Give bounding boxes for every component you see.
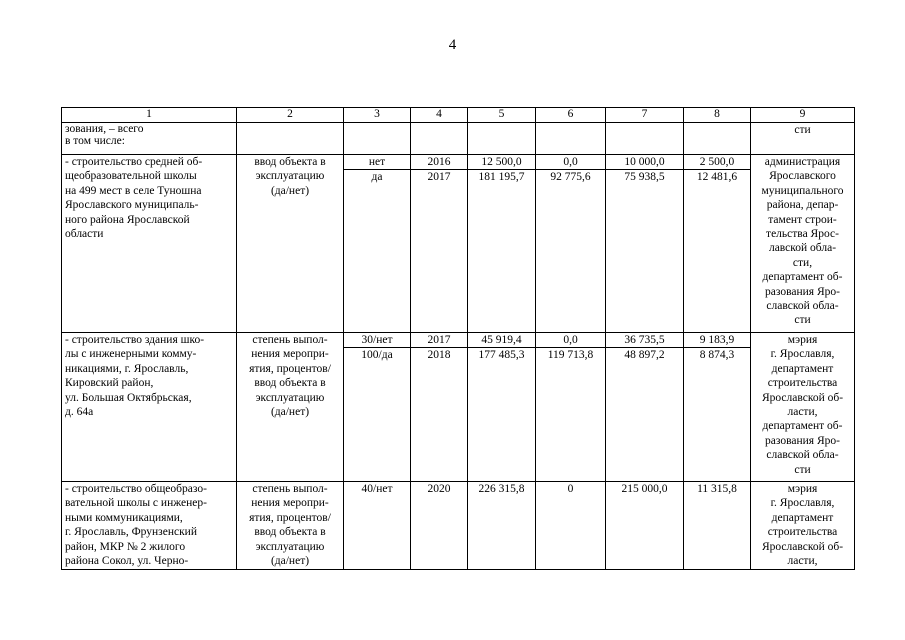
value-cell (344, 155, 411, 333)
cell-line: на 499 мест в селе Туношна (65, 184, 202, 197)
amount-cell (684, 155, 751, 333)
header-cell: 3 (344, 108, 411, 123)
value-cell (344, 333, 411, 482)
header-cell: 5 (468, 108, 536, 123)
description-cell (62, 333, 237, 482)
cell-subvalue: 12 481,6 (684, 169, 750, 184)
value-cell (344, 123, 411, 155)
cell-line: департамент об- (762, 271, 843, 284)
executor-cell (751, 482, 855, 570)
indicator-cell (237, 333, 344, 482)
amount-cell (606, 482, 684, 570)
indicator-cell (237, 482, 344, 570)
cell-line: степень выпол- (252, 334, 328, 346)
cell-line: 226 315,8 (478, 483, 525, 495)
cell-line: никациями, г. Ярославль, (65, 362, 189, 375)
cell-subvalue: да (344, 169, 410, 184)
cell-subvalue: 75 938,5 (606, 169, 683, 184)
cell-subvalue: 119 713,8 (536, 347, 605, 362)
cell-line: муниципального (761, 184, 844, 197)
cell-line: нения меропри- (251, 497, 329, 510)
header-cell: 9 (751, 108, 855, 123)
cell-subvalue: 9 183,9 (699, 334, 735, 346)
cell-line: 11 315,8 (697, 483, 737, 495)
year-cell (411, 123, 468, 155)
cell-line: 40/нет (361, 483, 393, 495)
page-number: 4 (448, 37, 457, 53)
cell-line: славской обла- (766, 300, 839, 313)
cell-line: департамент (771, 362, 834, 375)
cell-line: ятия, процентов/ (249, 362, 331, 375)
cell-line: д. 64а (65, 406, 94, 419)
cell-line: разования Яро- (765, 285, 840, 298)
cell-line: район, МКР № 2 жилого (65, 540, 186, 553)
program-table (61, 107, 855, 570)
year-cell (411, 482, 468, 570)
cell-line: сти, (792, 256, 813, 269)
amount-cell (606, 333, 684, 482)
cell-subvalue: 2 500,0 (699, 156, 735, 168)
cell-subvalue: 92 775,6 (536, 169, 605, 184)
amount-cell (536, 123, 606, 155)
cell-line: департамент (771, 511, 834, 524)
cell-line: разования Яро- (765, 434, 840, 447)
cell-line: ными коммуникациями, (65, 511, 183, 524)
cell-line: строительства (767, 377, 838, 390)
cell-line: вательной школы с инженер- (65, 497, 207, 510)
cell-subvalue: 8 874,3 (684, 347, 750, 362)
executor-cell (751, 333, 855, 482)
cell-line: сти (794, 124, 811, 136)
cell-subvalue: 181 195,7 (468, 169, 535, 184)
cell-line: (да/нет) (270, 184, 310, 197)
cell-line: зования, – всего (65, 123, 144, 135)
header-cell: 1 (62, 108, 237, 123)
amount-cell (536, 155, 606, 333)
cell-line: славской обла- (766, 449, 839, 462)
cell-line: - строительство общеобразо- (65, 483, 207, 495)
table-row (62, 333, 855, 482)
cell-subvalue: 2016 (427, 156, 451, 168)
indicator-cell (237, 155, 344, 333)
cell-line: Ярославского муниципаль- (65, 199, 199, 212)
cell-subvalue: 2017 (427, 334, 451, 346)
cell-line: г. Ярославля, (770, 497, 835, 510)
cell-line: ввод объекта в (254, 526, 326, 539)
cell-line: лавской обла- (768, 242, 837, 255)
amount-cell (684, 333, 751, 482)
cell-line: района Сокол, ул. Черно- (65, 555, 189, 568)
description-cell (62, 155, 237, 333)
cell-subvalue: 45 919,4 (481, 334, 522, 346)
cell-line: мэрия (787, 334, 818, 346)
cell-line: эксплуатацию (255, 540, 325, 553)
indicator-cell (237, 123, 344, 155)
cell-subvalue: 2017 (411, 169, 467, 184)
cell-line: нения меропри- (251, 348, 329, 361)
cell-line: мэрия (787, 483, 818, 495)
amount-cell (536, 482, 606, 570)
cell-line: г. Ярославль, Фрунзенский (65, 526, 197, 539)
cell-line: в том числе: (65, 135, 125, 147)
cell-subvalue: 0,0 (563, 156, 578, 168)
amount-cell (606, 155, 684, 333)
description-cell (62, 482, 237, 570)
cell-line: (да/нет) (270, 555, 310, 568)
cell-line: строительства (767, 526, 838, 539)
header-cell: 6 (536, 108, 606, 123)
table-row (62, 123, 855, 155)
cell-line: - строительство средней об- (65, 156, 203, 168)
cell-line: области (65, 228, 104, 241)
value-cell (344, 482, 411, 570)
amount-cell (606, 123, 684, 155)
cell-line: сти (794, 314, 811, 327)
amount-cell (684, 482, 751, 570)
year-cell (411, 333, 468, 482)
cell-subvalue: 10 000,0 (624, 156, 665, 168)
amount-cell (468, 155, 536, 333)
cell-line: Ярославской об- (761, 391, 844, 404)
cell-line: Ярославского (769, 170, 836, 183)
cell-line: щеобразовательной школы (65, 170, 197, 183)
cell-line: ного района Ярославской (65, 213, 190, 226)
year-cell (411, 155, 468, 333)
header-cell: 7 (606, 108, 684, 123)
amount-cell (468, 123, 536, 155)
cell-line: ятия, процентов/ (249, 511, 331, 524)
amount-cell (536, 333, 606, 482)
cell-subvalue: 30/нет (361, 334, 393, 346)
cell-line: степень выпол- (252, 483, 328, 495)
cell-line: 0 (567, 483, 574, 495)
header-cell: 2 (237, 108, 344, 123)
cell-line: Ярославской об- (761, 540, 844, 553)
cell-line: эксплуатацию (255, 170, 325, 183)
cell-line: ласти, (787, 555, 818, 568)
cell-line: лы с инженерными комму- (65, 348, 197, 361)
cell-line: ввод объекта в (254, 156, 326, 168)
cell-line: сти (794, 463, 811, 476)
cell-line: тамент строи- (768, 213, 837, 226)
description-cell (62, 123, 237, 155)
cell-subvalue: 0,0 (563, 334, 578, 346)
cell-subvalue: 100/да (344, 347, 410, 362)
cell-line: (да/нет) (270, 406, 310, 419)
cell-line: - строительство здания шко- (65, 334, 205, 346)
amount-cell (684, 123, 751, 155)
cell-subvalue: 177 485,3 (468, 347, 535, 362)
table-row (62, 155, 855, 333)
amount-cell (468, 333, 536, 482)
header-cell: 4 (411, 108, 468, 123)
cell-line: района, депар- (766, 199, 839, 212)
cell-subvalue: 36 735,5 (624, 334, 665, 346)
cell-line: администрация (764, 156, 841, 168)
header-row (62, 108, 855, 123)
cell-line: 215 000,0 (621, 483, 668, 495)
table-row (62, 482, 855, 570)
cell-line: тельства Ярос- (766, 228, 839, 241)
cell-line: ввод объекта в (254, 377, 326, 390)
cell-line: ул. Большая Октябрьская, (65, 391, 192, 404)
amount-cell (468, 482, 536, 570)
cell-line: 2020 (427, 483, 451, 495)
executor-cell (751, 155, 855, 333)
cell-line: департамент об- (762, 420, 843, 433)
cell-subvalue: нет (368, 156, 386, 168)
cell-line: ласти, (787, 406, 818, 419)
header-cell: 8 (684, 108, 751, 123)
executor-cell (751, 123, 855, 155)
cell-subvalue: 12 500,0 (481, 156, 522, 168)
cell-subvalue: 2018 (411, 347, 467, 362)
cell-subvalue: 48 897,2 (606, 347, 683, 362)
cell-line: эксплуатацию (255, 391, 325, 404)
cell-line: г. Ярославля, (770, 348, 835, 361)
cell-line: Кировский район, (65, 377, 154, 390)
